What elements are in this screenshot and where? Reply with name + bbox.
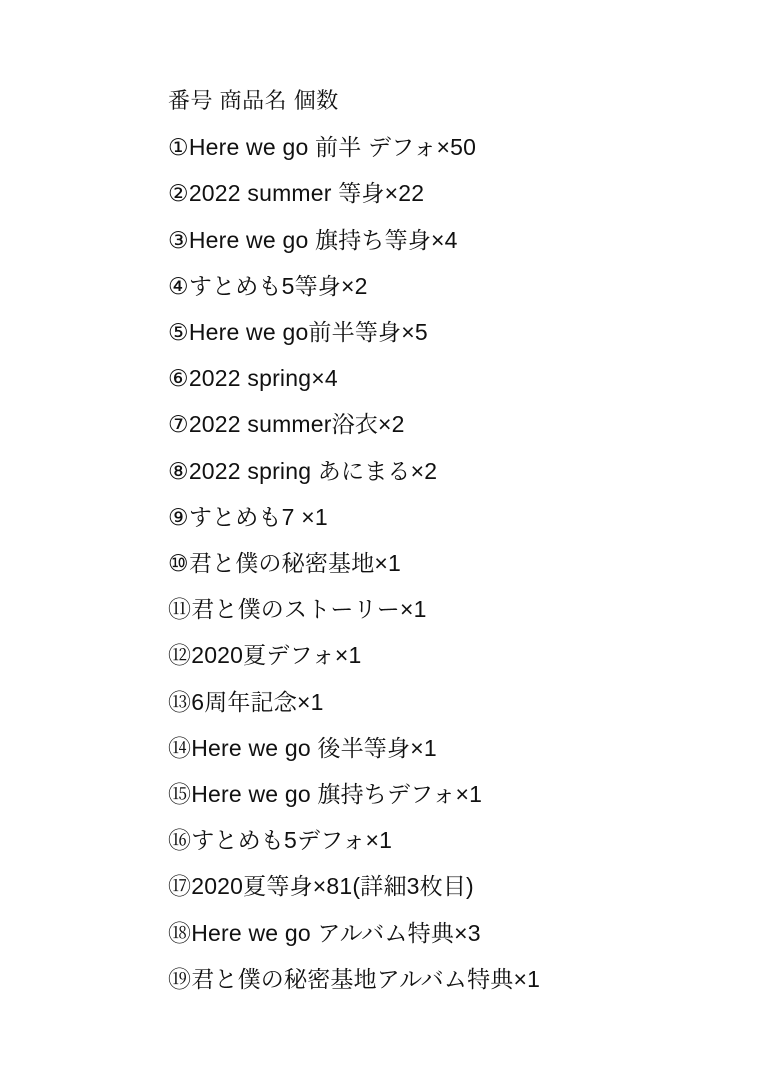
list-item: ⑮Here we go 旗持ちデフォ×1 — [168, 781, 483, 808]
list-item: ⑥2022 spring×4 — [168, 365, 338, 392]
list-item: ⑤Here we go前半等身×5 — [168, 319, 428, 346]
product-list — [168, 124, 724, 1002]
list-item: ⑱Here we go アルバム特典×3 — [168, 919, 481, 946]
list-item: ⑫2020夏デフォ×1 — [168, 642, 362, 669]
list-item: ⑩君と僕の秘密基地×1 — [168, 550, 402, 577]
list-item: ⑭Here we go 後半等身×1 — [168, 734, 437, 761]
list-item: ⑰2020夏等身×81(詳細3枚目) — [168, 873, 474, 900]
list-item: ①Here we go 前半 デフォ×50 — [168, 134, 477, 161]
list-item: ⑯すとめも5デフォ×1 — [168, 827, 393, 854]
list-header: 番号 商品名 個数 — [168, 88, 339, 113]
list-item: ⑧2022 spring あにまる×2 — [168, 457, 438, 484]
list-item: ⑲君と僕の秘密基地アルバム特典×1 — [168, 965, 541, 992]
list-item: ⑨すとめも7 ×1 — [168, 503, 328, 530]
list-item: ⑪君と僕のストーリー×1 — [168, 596, 427, 623]
list-item: ④すとめも5等身×2 — [168, 272, 368, 299]
list-item: ②2022 summer 等身×22 — [168, 180, 425, 207]
list-item: ⑬6周年記念×1 — [168, 688, 324, 715]
list-item: ⑦2022 summer浴衣×2 — [168, 411, 405, 438]
list-item: ③Here we go 旗持ち等身×4 — [168, 226, 458, 253]
